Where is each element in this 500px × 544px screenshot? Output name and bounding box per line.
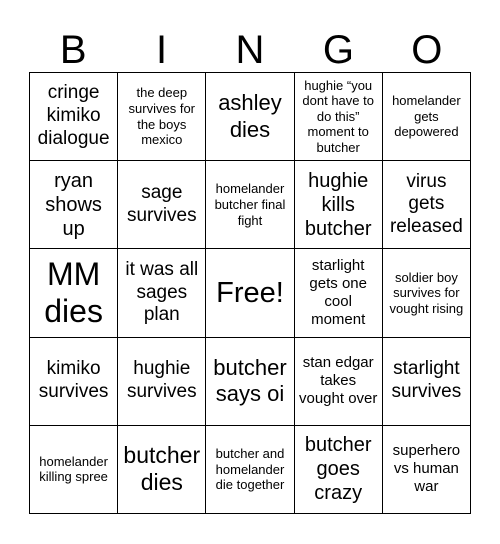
bingo-cell[interactable]: butcher goes crazy — [295, 426, 383, 514]
bingo-cell[interactable]: soldier boy survives for vought rising — [383, 249, 471, 337]
bingo-cell[interactable]: virus gets released — [383, 161, 471, 249]
header-letter-o: O — [411, 28, 443, 72]
bingo-cell[interactable]: homelander killing spree — [30, 426, 118, 514]
bingo-cell[interactable]: superhero vs human war — [383, 426, 471, 514]
bingo-cell[interactable]: sage survives — [118, 161, 206, 249]
header-letter-g: G — [322, 28, 354, 72]
bingo-cell[interactable]: hughie “you dont have to do this” moment to butcher — [295, 73, 383, 161]
free-space-cell[interactable]: Free! — [206, 249, 294, 337]
bingo-cell[interactable]: butcher says oi — [206, 338, 294, 426]
bingo-cell[interactable]: butcher and homelander die together — [206, 426, 294, 514]
bingo-cell[interactable]: stan edgar takes vought over — [295, 338, 383, 426]
bingo-cell[interactable]: it was all sages plan — [118, 249, 206, 337]
bingo-cell[interactable]: hughie kills butcher — [295, 161, 383, 249]
bingo-cell[interactable]: MM dies — [30, 249, 118, 337]
bingo-cell[interactable]: cringe kimiko dialogue — [30, 73, 118, 161]
bingo-cell[interactable]: starlight survives — [383, 338, 471, 426]
header-letter-n: N — [235, 28, 265, 72]
bingo-cell[interactable]: starlight gets one cool moment — [295, 249, 383, 337]
bingo-cell[interactable]: kimiko survives — [30, 338, 118, 426]
bingo-cell[interactable]: homelander gets depowered — [383, 73, 471, 161]
bingo-cell[interactable]: homelander butcher final fight — [206, 161, 294, 249]
header-letter-i: I — [156, 28, 168, 72]
bingo-cell[interactable]: hughie survives — [118, 338, 206, 426]
bingo-header — [29, 28, 471, 72]
bingo-cell[interactable]: ashley dies — [206, 73, 294, 161]
bingo-cell[interactable]: the deep survives for the boys mexico — [118, 73, 206, 161]
header-letter-b: B — [59, 28, 87, 72]
bingo-grid — [29, 72, 471, 514]
bingo-cell[interactable]: ryan shows up — [30, 161, 118, 249]
bingo-cell[interactable]: butcher dies — [118, 426, 206, 514]
